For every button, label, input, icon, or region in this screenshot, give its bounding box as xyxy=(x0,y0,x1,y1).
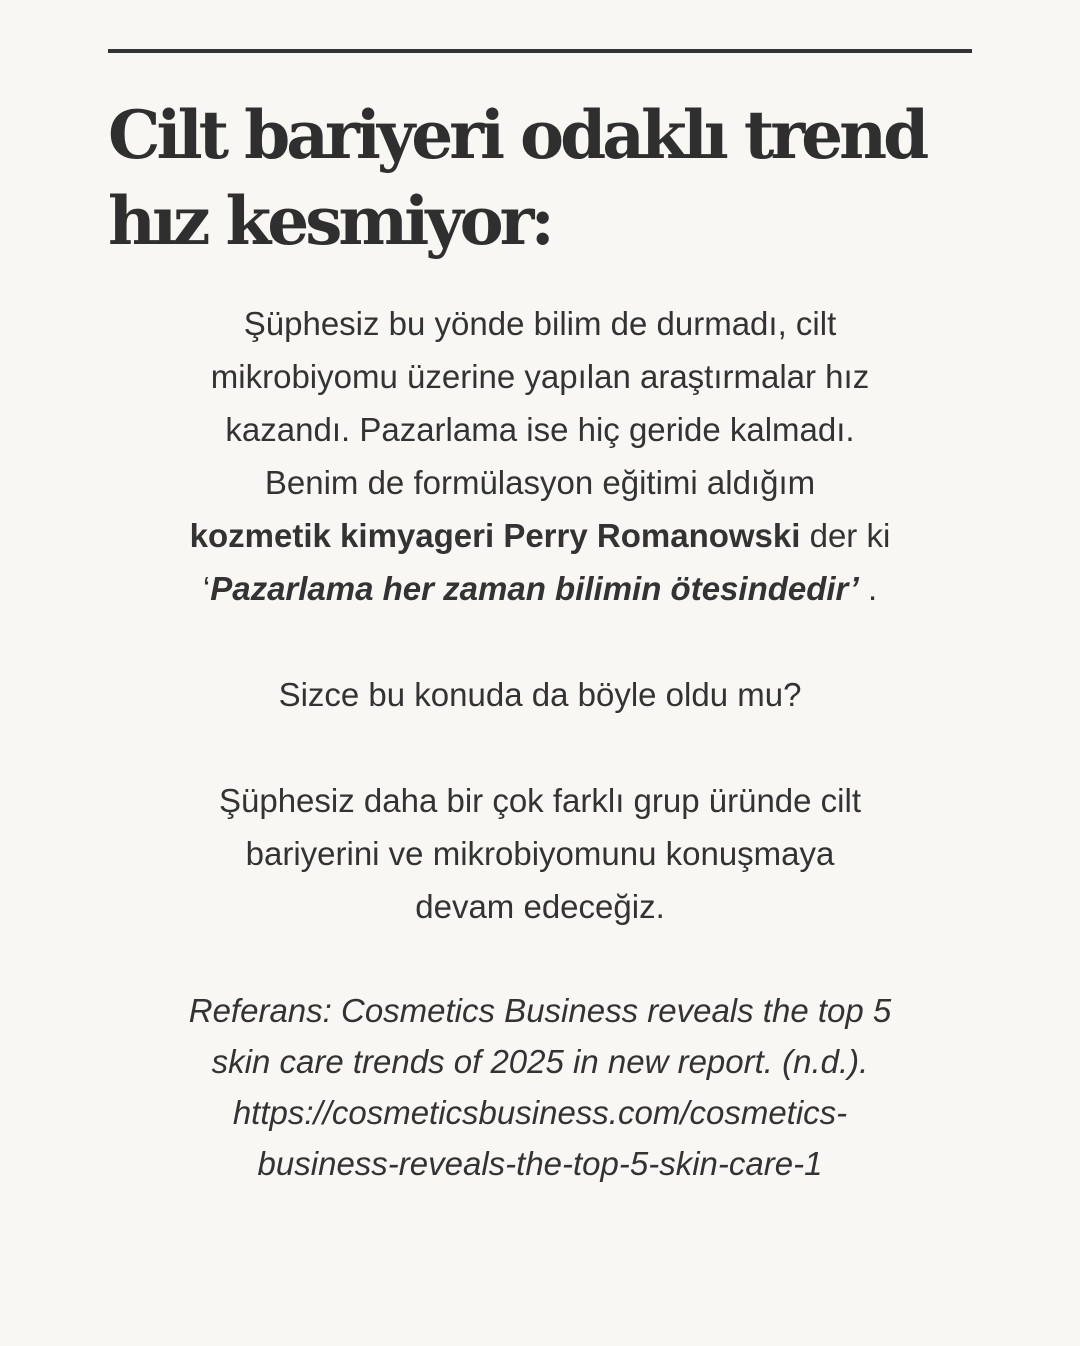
quote-end: . xyxy=(858,570,878,607)
spacer xyxy=(90,933,990,985)
paragraph-line: Şüphesiz daha bir çok farklı grup üründe cilt xyxy=(218,782,862,819)
chemist-name: kozmetik kimyageri Perry Romanowski xyxy=(189,517,801,554)
paragraph-line: Benim de formülasyon eğitimi aldığım xyxy=(264,464,816,501)
paragraph-question xyxy=(90,668,990,721)
page-title xyxy=(108,92,988,264)
spacer xyxy=(90,615,990,668)
paragraph-line: Şüphesiz bu yönde bilim de durmadı, cilt xyxy=(243,305,837,342)
paragraph-line: bariyerini ve mikrobiyomunu konuşmaya xyxy=(245,835,835,872)
paragraph-line: kazandı. Pazarlama ise hiç geride kalmadı. xyxy=(225,411,855,448)
article-body xyxy=(90,297,990,1189)
paragraph-line xyxy=(90,509,990,562)
reference-line: skin care trends of 2025 in new report. (n.d.). xyxy=(211,1043,869,1080)
reference-url: business-reveals-the-top-5-skin-care-1 xyxy=(257,1145,823,1182)
reference-url: https://cosmeticsbusiness.com/cosmetics- xyxy=(232,1094,848,1131)
paragraph-line: Sizce bu konuda da böyle oldu mu? xyxy=(278,676,802,713)
spacer xyxy=(90,721,990,774)
paragraph-text: der ki xyxy=(800,517,891,554)
paragraph-line: mikrobiyomu üzerine yapılan araştırmalar hız xyxy=(210,358,870,395)
paragraph-line xyxy=(90,562,990,615)
quote-mark: ‘ xyxy=(202,570,211,607)
paragraph-line: devam edeceğiz. xyxy=(415,888,665,925)
paragraph-intro xyxy=(90,297,990,615)
title-line-1: Cilt bariyeri odaklı trend xyxy=(108,96,926,174)
top-divider xyxy=(108,49,972,53)
quote-text: Pazarlama her zaman bilimin ötesindedir’ xyxy=(210,570,859,607)
reference-line: Referans: Cosmetics Business reveals the top 5 xyxy=(188,992,892,1029)
reference-block xyxy=(90,985,990,1189)
title-line-2: hız kesmiyor: xyxy=(108,182,551,260)
paragraph-conclusion xyxy=(90,774,990,933)
